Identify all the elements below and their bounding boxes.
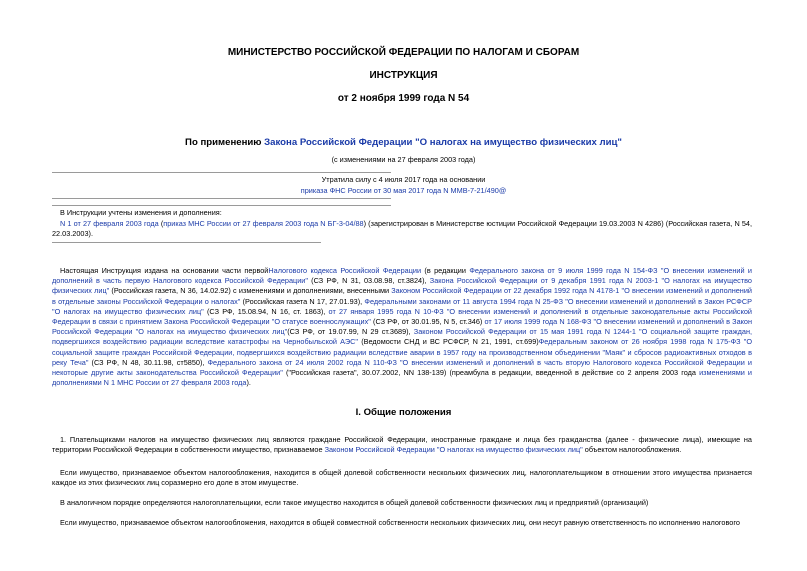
doc-date-number: от 2 ноября 1999 года N 54 [337, 93, 470, 104]
order-link[interactable]: приказ МНС России от 27 февраля 2003 года N БГ-3-04/88 [163, 219, 364, 228]
revision-note: (с изменениями на 27 февраля 2003 года) [331, 155, 476, 164]
preamble-link[interactable]: от 17 июля 1999 года N 168-ФЗ "О внесении изменений и дополнений в Закон Российской Федерации "О налогах на имущество физических лиц" [52, 317, 752, 337]
divider [52, 198, 391, 199]
preamble-text: ("Российская газета", 30.07.2002, NN 138-139) (преамбула в редакции, введенной в действие со 2 апреля 2003 года [282, 368, 700, 378]
preamble-link[interactable]: изменениями и дополнениями N 1 МНС России от 27 февраля 2003 года [52, 368, 752, 388]
preamble-link[interactable]: Федерального закона от 24 июля 2002 года N 110-ФЗ "О внесении изменений и дополнений в часть вторую Налогового кодекса Российской Федерации и некоторые другие акты законодательства Российской Федерации" [52, 357, 752, 378]
amendments-intro: В Инструкции учтены изменения и дополнения: [60, 208, 222, 217]
paragraph-3: В аналогичном порядке определяются налогоплательщики, если такое имущество находится в общей долевой собственности физических лиц и предприятий (организаций) [60, 498, 649, 507]
subject-prefix: По применению [185, 137, 265, 148]
preamble-text: Настоящая Инструкция издана на основании части первой [60, 266, 269, 275]
invalid-order-link[interactable]: приказа ФНС России от 30 мая 2017 года N ММВ-7-21/490@ [300, 186, 507, 195]
preamble-link[interactable]: Законом Российской Федерации от 15 мая 1991 года N 1244-1 "О социальной защите граждан, подвергшихся воздействию радиации вследствие катастрофы на Чернобыльской АЭС" [52, 327, 752, 347]
preamble-text: (Российская газета N 17, 27.01.93), [240, 296, 365, 306]
divider [52, 205, 391, 206]
divider [52, 242, 321, 243]
preamble-link[interactable]: Налогового кодекса Российской Федерации [268, 266, 422, 275]
preamble-link[interactable]: Федеральным законом от 26 ноября 1998 года N 175-ФЗ "О социальной защите граждан Российской Федерации, подвергшихся воздействию радиации вследствие аварии в 1957 году на производственном объединении "Маяк" и сбросов радиоактивных отходов в реку Теча" [52, 337, 753, 367]
preamble-text: (СЗ РФ, от 30.01.95, N 5, ст.346) [370, 317, 485, 327]
divider [52, 172, 391, 173]
preamble-link[interactable]: от 27 января 1995 года N 10-ФЗ "О внесении изменений и дополнений в отдельные законодательные акты Российской Федерации в связи с принятием Закона Российской Федерации "О статусе военнослужащих" [52, 306, 752, 327]
preamble-text: (СЗ РФ, от 19.07.99, N 29 ст.3689), [287, 327, 414, 337]
invalid-order [0, 186, 807, 196]
preamble-text: (Ведомости СНД и ВС РСФСР, N 21, 1991, ст.699) [358, 337, 539, 347]
document-subject [0, 137, 807, 148]
preamble-text: (СЗ РФ, N 48, 30.11.98, ст5850), [88, 357, 208, 367]
preamble-text: ). [246, 378, 251, 388]
paragraph-4: Если имущество, признаваемое объектом налогообложения, находится в общей совместной собственности нескольких физических лиц, они несут равную ответственность по исполнению налогового [60, 518, 740, 527]
preamble-link[interactable]: Закона Российской Федерации от 9 декабря 1991 года N 2003-1 "О налогах на имущество физических лиц" [52, 276, 752, 296]
paragraph-2: Если имущество, признаваемое объектом налогообложения, находится в общей долевой собственности нескольких физических лиц, налогоплательщиком в отношении этого имущества признается каждое из этих физических лиц соразмерно его доле в этом имуществе. [52, 468, 752, 488]
preamble-text: (СЗ РФ, N 31, 03.08.98, ст.3824), [307, 276, 430, 286]
preamble-paragraph [52, 266, 752, 388]
amendments-list: N 1 от 27 февраля 2003 года (приказ МНС России от 27 февраля 2003 года N БГ-3-04/88) (зарегистрирован в Министерстве юстиции Российской Федерации 19.03.2003 N 4286) (Российская газета, N 54, 22.03.2003). [52, 219, 752, 239]
invalid-note: Утратила силу с 4 июля 2017 года на основании [321, 175, 486, 184]
preamble-text: (Российская газета, N 36, 14.02.92) с изменениями и дополнениями, внесенными [109, 286, 392, 296]
preamble-text: (СЗ РФ, 15.08.94, N 16, ст. 1863), [203, 306, 329, 316]
section-heading: I. Общие положения [355, 407, 452, 418]
amendment-link[interactable]: N 1 от 27 февраля 2003 года [60, 219, 159, 228]
law-link[interactable]: Законом Российской Федерации "О налогах на имущество физических лиц" [324, 445, 583, 455]
paragraph-1: 1. Плательщиками налогов на имущество физических лиц являются граждане Российской Федерации, иностранные граждане и лица без гражданства (далее - физические лица), имеющие на территории Российской Федерации в собственности имущество, признаваемое Законом Российской Федерации "О налогах на имущество физических лиц" объектом налогообложения. [52, 435, 752, 455]
preamble-link[interactable]: Федерального закона от 9 июля 1999 года N 154-ФЗ "О внесении изменений и дополнений в часть первую Налогового кодекса Российской Федерации" [52, 266, 753, 286]
law-link[interactable]: Закона Российской Федерации "О налогах на имущество физических лиц" [264, 137, 622, 148]
preamble-link[interactable]: Законом Российской Федерации от 22 декабря 1992 года N 4178-1 "О внесении изменений и дополнений в отдельные законы Российской Федерации о налогах" [52, 286, 752, 306]
ministry-heading: МИНИСТЕРСТВО РОССИЙСКОЙ ФЕДЕРАЦИИ ПО НАЛОГАМ И СБОРАМ [227, 47, 580, 58]
doc-type-heading: ИНСТРУКЦИЯ [369, 70, 438, 81]
preamble-link[interactable]: Федеральными законами от 11 августа 1994 года N 25-ФЗ "О внесении изменений и дополнений в Закон РСФСР "О налогах на имущество физических лиц" [52, 296, 752, 316]
preamble-text: (в редакции [421, 266, 470, 275]
